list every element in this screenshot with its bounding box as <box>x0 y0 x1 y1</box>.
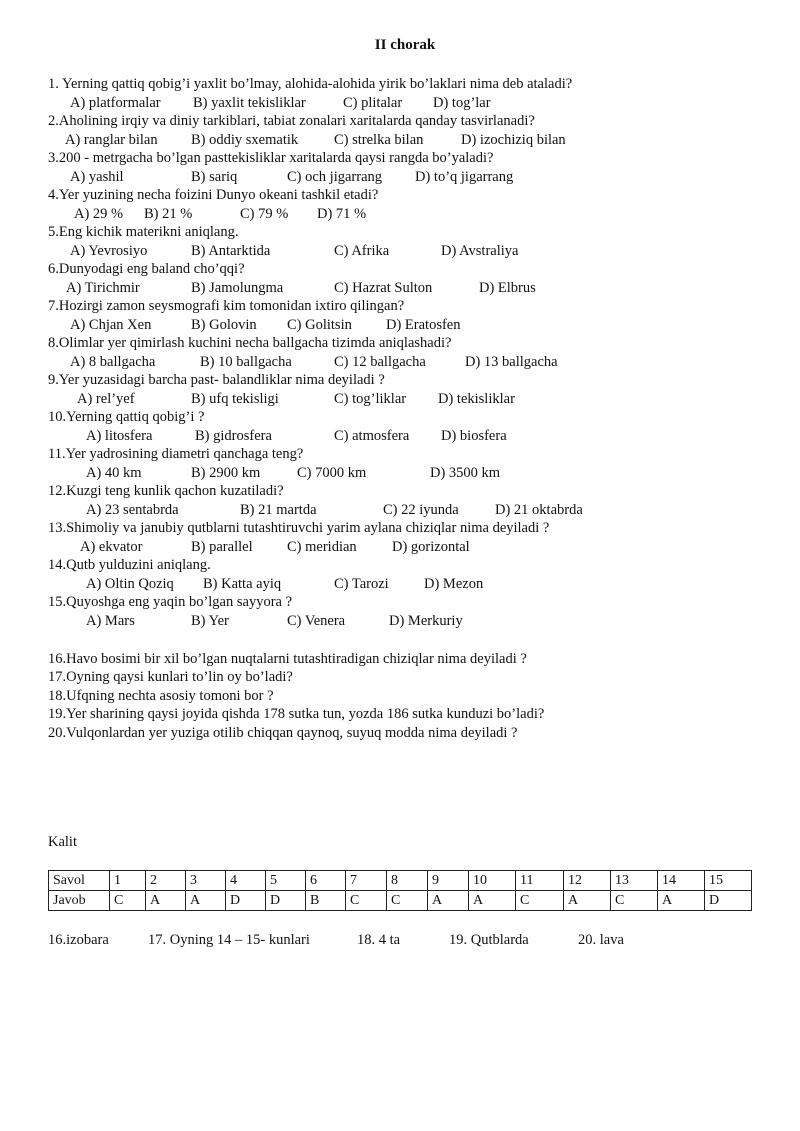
key-answer: C <box>346 891 387 911</box>
key-answer: D <box>705 891 752 911</box>
key-question-number: 11 <box>516 871 564 891</box>
option-a: A) Tirichmir <box>66 280 140 296</box>
option-a: A) 40 km <box>86 465 142 481</box>
open-answer-18: 18. 4 ta <box>357 932 401 948</box>
key-answer: A <box>469 891 516 911</box>
option-c: C) Tarozi <box>334 576 389 592</box>
key-answer: D <box>226 891 266 911</box>
open-question-20: 20.Vulqonlardan yer yuziga otilib chiqqan qaynoq, suyuq modda nima deyiladi ? <box>48 725 518 741</box>
option-c: C) Venera <box>287 613 346 629</box>
key-answer: C <box>611 891 658 911</box>
row-label-savol: Savol <box>49 871 110 891</box>
option-c: C) och jigarrang <box>287 169 383 185</box>
key-question-number: 5 <box>266 871 306 891</box>
open-question-18: 18.Ufqning nechta asosiy tomoni bor ? <box>48 688 274 704</box>
question-8: 8.Olimlar yer qimirlash kuchini necha ballgacha tizimda aniqlashadi? <box>48 335 452 351</box>
row-label-javob: Javob <box>49 891 110 911</box>
question-10: 10.Yerning qattiq qobig’i ? <box>48 409 205 425</box>
key-answer: C <box>110 891 146 911</box>
option-d: D) tekisliklar <box>438 391 515 407</box>
option-a: A) 29 % <box>74 206 124 222</box>
question-4: 4.Yer yuzining necha foizini Dunyo okeani tashkil etadi? <box>48 187 379 203</box>
key-question-number: 14 <box>658 871 705 891</box>
option-d: D) gorizontal <box>392 539 470 555</box>
option-d: D) 21 oktabrda <box>495 502 583 518</box>
open-answer-17: 17. Oyning 14 – 15- kunlari <box>148 932 310 948</box>
open-question-16: 16.Havo bosimi bir xil bo’lgan nuqtalarni tutashtiradigan chiziqlar nima deyiladi ? <box>48 651 527 667</box>
option-b: B) Antarktida <box>191 243 271 259</box>
option-a: A) Yevrosiyo <box>70 243 148 259</box>
option-a: A) Mars <box>86 613 135 629</box>
option-b: B) 2900 km <box>191 465 261 481</box>
option-c: C) strelka bilan <box>334 132 424 148</box>
option-a: A) Oltin Qoziq <box>86 576 174 592</box>
option-d: D) Elbrus <box>479 280 536 296</box>
key-question-number: 4 <box>226 871 266 891</box>
key-question-number: 3 <box>186 871 226 891</box>
option-b: B) parallel <box>191 539 253 555</box>
question-2: 2.Aholining irqiy va diniy tarkiblari, tabiat zonalari xaritalarda qanday tasvirlanadi? <box>48 113 535 129</box>
option-a: A) platformalar <box>70 95 161 111</box>
question-number-row <box>49 871 752 891</box>
option-c: C) tog’liklar <box>334 391 407 407</box>
key-question-number: 6 <box>306 871 346 891</box>
option-a: A) litosfera <box>86 428 153 444</box>
option-b: B) Yer <box>191 613 229 629</box>
option-b: B) gidrosfera <box>195 428 272 444</box>
question-6: 6.Dunyodagi eng baland cho’qqi? <box>48 261 245 277</box>
question-12: 12.Kuzgi teng kunlik qachon kuzatiladi? <box>48 483 284 499</box>
option-c: C) Golitsin <box>287 317 352 333</box>
option-c: C) 7000 km <box>297 465 367 481</box>
key-answer: C <box>387 891 428 911</box>
option-c: C) 79 % <box>240 206 289 222</box>
question-14: 14.Qutb yulduzini aniqlang. <box>48 557 211 573</box>
option-a: A) 8 ballgacha <box>70 354 156 370</box>
option-c: C) atmosfera <box>334 428 410 444</box>
option-b: B) 10 ballgacha <box>200 354 292 370</box>
key-answer: A <box>146 891 186 911</box>
key-answer: C <box>516 891 564 911</box>
key-answer: A <box>428 891 469 911</box>
option-d: D) to’q jigarrang <box>415 169 514 185</box>
option-d: D) Mezon <box>424 576 484 592</box>
key-answer: A <box>186 891 226 911</box>
option-d: D) Merkuriy <box>389 613 463 629</box>
option-a: A) ranglar bilan <box>65 132 158 148</box>
option-d: D) 3500 km <box>430 465 501 481</box>
page-title: II chorak <box>374 37 436 53</box>
key-answer: B <box>306 891 346 911</box>
key-question-number: 10 <box>469 871 516 891</box>
key-question-number: 12 <box>564 871 611 891</box>
option-b: B) 21 martda <box>240 502 317 518</box>
option-d: D) izochiziq bilan <box>461 132 566 148</box>
option-c: C) Afrika <box>334 243 390 259</box>
option-b: B) sariq <box>191 169 238 185</box>
open-answer-19: 19. Qutblarda <box>449 932 529 948</box>
question-7: 7.Hozirgi zamon seysmografi kim tomonidan ixtiro qilingan? <box>48 298 405 314</box>
key-answer: A <box>564 891 611 911</box>
key-question-number: 1 <box>110 871 146 891</box>
option-a: A) Chjan Xen <box>70 317 152 333</box>
question-11: 11.Yer yadrosining diametri qanchaga teng? <box>48 446 304 462</box>
option-a: A) rel’yef <box>77 391 135 407</box>
option-c: C) meridian <box>287 539 357 555</box>
key-answer: D <box>266 891 306 911</box>
key-question-number: 8 <box>387 871 428 891</box>
option-a: A) yashil <box>70 169 124 185</box>
open-question-17: 17.Oyning qaysi kunlari to’lin oy bo’ladi? <box>48 669 293 685</box>
question-9: 9.Yer yuzasidagi barcha past- balandliklar nima deyiladi ? <box>48 372 385 388</box>
key-answer: A <box>658 891 705 911</box>
key-question-number: 2 <box>146 871 186 891</box>
question-13: 13.Shimoliy va janubiy qutblarni tutashtiruvchi yarim aylana chiziqlar nima deyiladi ? <box>48 520 550 536</box>
option-b: B) ufq tekisligi <box>191 391 279 407</box>
key-question-number: 15 <box>705 871 752 891</box>
option-b: B) Katta ayiq <box>203 576 282 592</box>
option-d: D) biosfera <box>441 428 507 444</box>
option-a: A) ekvator <box>80 539 143 555</box>
question-1: 1. Yerning qattiq qobig’i yaxlit bo’lmay, alohida-alohida yirik bo’laklari nima deb ataladi? <box>48 76 573 92</box>
option-d: D) tog’lar <box>433 95 491 111</box>
open-answer-16: 16.izobara <box>48 932 109 948</box>
question-3: 3.200 - metrgacha bo’lgan pasttekisliklar xaritalarda qaysi rangda bo’yaladi? <box>48 150 494 166</box>
option-a: A) 23 sentabrda <box>86 502 179 518</box>
option-d: D) 13 ballgacha <box>465 354 558 370</box>
option-b: B) 21 % <box>144 206 193 222</box>
option-c: C) 22 iyunda <box>383 502 459 518</box>
open-answer-20: 20. lava <box>578 932 624 948</box>
option-b: B) Golovin <box>191 317 257 333</box>
option-d: D) Avstraliya <box>441 243 519 259</box>
key-question-number: 13 <box>611 871 658 891</box>
answer-key-heading: Kalit <box>48 834 77 850</box>
option-c: C) Hazrat Sulton <box>334 280 433 296</box>
option-c: C) 12 ballgacha <box>334 354 426 370</box>
key-question-number: 7 <box>346 871 387 891</box>
option-b: B) yaxlit tekisliklar <box>193 95 306 111</box>
question-15: 15.Quyoshga eng yaqin bo’lgan sayyora ? <box>48 594 293 610</box>
answer-key-table <box>48 870 752 911</box>
key-question-number: 9 <box>428 871 469 891</box>
option-d: D) Eratosfen <box>386 317 461 333</box>
open-question-19: 19.Yer sharining qaysi joyida qishda 178 sutka tun, yozda 186 sutka kunduzi bo’ladi? <box>48 706 545 722</box>
answer-row <box>49 891 752 911</box>
option-c: C) plitalar <box>343 95 403 111</box>
option-d: D) 71 % <box>317 206 367 222</box>
option-b: B) oddiy sxematik <box>191 132 299 148</box>
question-5: 5.Eng kichik materikni aniqlang. <box>48 224 239 240</box>
option-b: B) Jamolungma <box>191 280 284 296</box>
